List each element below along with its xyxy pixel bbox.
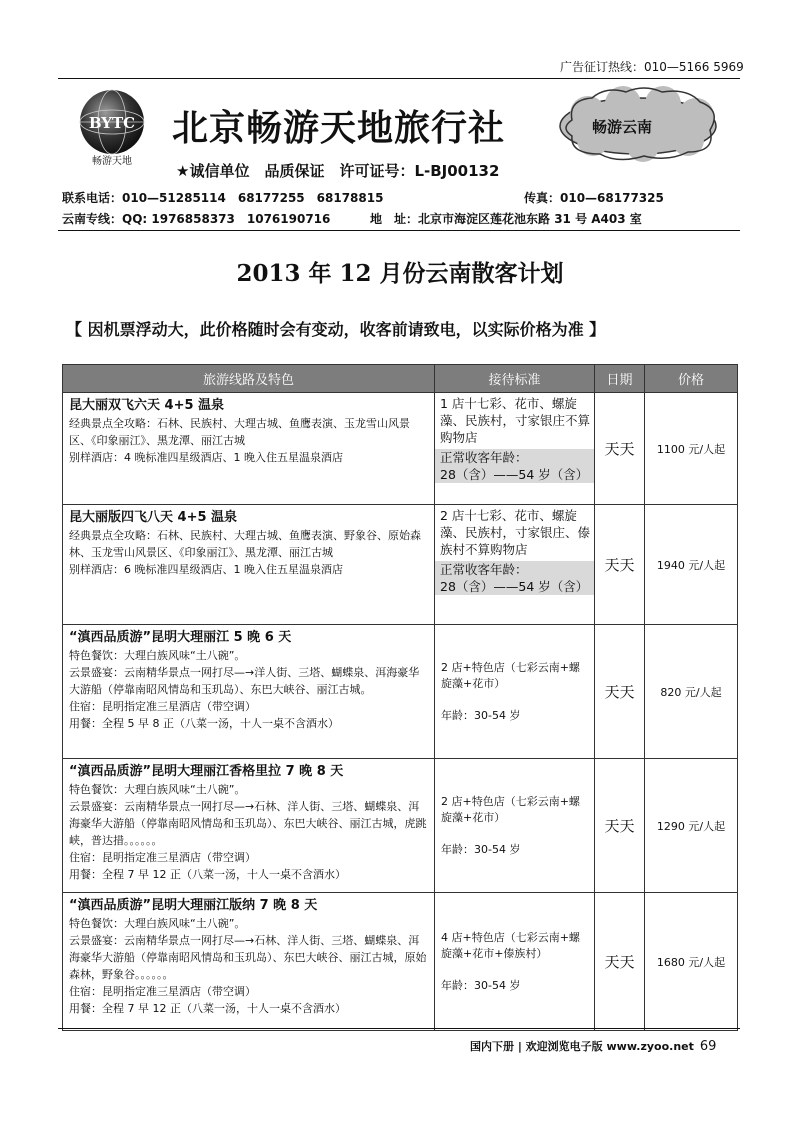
footer-text: 国内下册 | 欢迎浏览电子版 www.zyoo.net	[470, 1040, 694, 1053]
contact-phone: 联系电话：010—51285114 68177255 68178815	[62, 191, 384, 205]
age-label: 正常收客年龄：	[435, 449, 594, 466]
standard-text: 1 店十七彩、花市、螺旋藻、民族村，寸家银庄不算购物店	[440, 396, 591, 445]
standard-text: 2 店+特色店（七彩云南+螺旋藻+花市）	[441, 794, 580, 824]
route-detail: 特色餐饮：大理白族风味“土八碗”。	[69, 917, 246, 930]
route-detail: 特色餐饮：大理白族风味“土八碗”。	[69, 649, 246, 662]
globe-logo-icon	[64, 86, 160, 166]
price-cell: 1940 元/人起	[645, 505, 738, 625]
standard-cell	[435, 625, 595, 759]
age-range: 28（含）——54 岁（含）	[435, 578, 594, 595]
ad-hotline: 广告征订热线：010—5166 5969	[560, 60, 744, 74]
age-text: 年龄：30-54 岁	[441, 978, 521, 992]
address-text: 北京市海淀区莲花池东路 31 号 A403 室	[418, 212, 642, 226]
col-date-header: 日期	[595, 365, 645, 393]
standard-cell	[435, 893, 595, 1031]
logo-text: BYTC	[88, 114, 136, 132]
route-detail: 住宿：昆明指定准三星酒店（带空调）	[69, 851, 256, 864]
page-title: 2013 年 12 月份云南散客计划	[236, 260, 564, 287]
age-range: 28（含）——54 岁（含）	[435, 466, 594, 483]
route-cell	[63, 625, 435, 759]
page-number: 69	[699, 1039, 717, 1054]
route-cell	[63, 393, 435, 505]
route-cell	[63, 505, 435, 625]
route-name: “滇西品质游”昆明大理丽江 5 晚 6 天	[69, 630, 292, 645]
route-name: “滇西品质游”昆明大理丽江版纳 7 晚 8 天	[69, 898, 318, 913]
price-cell: 1100 元/人起	[645, 393, 738, 505]
company-name: 北京畅游天地旅行社	[172, 107, 506, 149]
route-detail: 用餐：全程 7 早 12 正（八菜一汤，十人一桌不含酒水）	[69, 1002, 346, 1015]
price-notice: 【 因机票浮动大，此价格随时会有变动，收客前请致电，以实际价格为准 】	[66, 320, 606, 339]
route-detail: 用餐：全程 5 早 8 正（八菜一汤，十人一桌不含酒水）	[69, 717, 339, 730]
col-standard-header: 接待标准	[435, 365, 595, 393]
standard-text: 2 店十七彩、花市、螺旋藻、民族村，寸家银庄、傣族村不算购物店	[440, 508, 591, 557]
address	[370, 210, 642, 227]
route-detail: 云景盛宴：云南精华景点一网打尽—→洋人街、三塔、蝴蝶泉、洱海豪华大游船（停靠南昭风情岛和玉玑岛）、东巴大峡谷、丽江古城。	[69, 666, 420, 696]
route-detail: 别样酒店：4 晚标准四星级酒店、1 晚入住五星温泉酒店	[69, 451, 343, 464]
route-detail: 别样酒店：6 晚标准四星级酒店、1 晚入住五星温泉酒店	[69, 563, 343, 576]
age-text: 年龄：30-54 岁	[441, 708, 521, 722]
price-cell: 1680 元/人起	[645, 893, 738, 1031]
route-detail: 住宿：昆明指定准三星酒店（带空调）	[69, 700, 256, 713]
table-header-row	[63, 365, 738, 393]
table-row	[63, 759, 738, 893]
date-cell: 天天	[595, 625, 645, 759]
date-cell: 天天	[595, 893, 645, 1031]
table-row	[63, 505, 738, 625]
route-detail: 经典景点全攻略：石林、民族村、大理古城、鱼鹰表演、玉龙雪山风景区、《印象丽江》、黑龙潭、丽江古城	[69, 417, 410, 447]
date-cell: 天天	[595, 393, 645, 505]
contact-fax: 传真：010—68177325	[524, 191, 664, 205]
date-cell: 天天	[595, 759, 645, 893]
cloud-text: 畅游云南	[592, 118, 653, 136]
table-row	[63, 625, 738, 759]
date-cell: 天天	[595, 505, 645, 625]
price-cell: 820 元/人起	[645, 625, 738, 759]
route-detail: 云景盛宴：云南精华景点一网打尽—→石林、洋人街、三塔、蝴蝶泉、洱海豪华大游船（停靠南昭风情岛和玉玑岛）、东巴大峡谷、丽江古城，虎跳峡，普达措。。。。。。	[69, 800, 427, 847]
standard-cell	[435, 759, 595, 893]
top-divider	[58, 78, 740, 79]
col-route-header: 旅游线路及特色	[63, 365, 435, 393]
col-price-header: 价格	[645, 365, 738, 393]
route-name: “滇西品质游”昆明大理丽江香格里拉 7 晚 8 天	[69, 764, 344, 779]
age-text: 年龄：30-54 岁	[441, 842, 521, 856]
price-cell: 1290 元/人起	[645, 759, 738, 893]
route-detail: 云景盛宴：云南精华景点一网打尽—→石林、洋人街、三塔、蝴蝶泉、洱海豪华大游船（停靠南昭风情岛和玉玑岛）、东巴大峡谷、丽江古城，原始森林，野象谷。。。。。。	[69, 934, 427, 981]
standard-cell	[435, 393, 595, 505]
certification-line: ★诚信单位 品质保证 许可证号：L-BJ00132	[176, 162, 500, 180]
table-row	[63, 393, 738, 505]
logo-subtitle: 畅游天地	[92, 156, 132, 166]
footer	[470, 1038, 716, 1054]
route-cell	[63, 893, 435, 1031]
route-name: 昆大丽双飞六天 4+5 温泉	[69, 398, 225, 413]
route-detail: 经典景点全攻略：石林、民族村、大理古城、鱼鹰表演、野象谷、原始森林、玉龙雪山风景区、《印象丽江》、黑龙潭、丽江古城	[69, 529, 421, 559]
standard-cell	[435, 505, 595, 625]
address-label: 地 址：	[370, 212, 419, 226]
standard-text: 2 店+特色店（七彩云南+螺旋藻+花市）	[441, 660, 580, 690]
table-row	[63, 893, 738, 1031]
standard-text: 4 店+特色店（七彩云南+螺旋藻+花市+傣族村）	[441, 930, 580, 960]
header-divider	[58, 230, 740, 231]
age-label: 正常收客年龄：	[435, 561, 594, 578]
route-cell	[63, 759, 435, 893]
route-detail: 特色餐饮：大理白族风味“土八碗”。	[69, 783, 246, 796]
route-name: 昆大丽版四飞八天 4+5 温泉	[69, 510, 238, 525]
yunnan-hotline: 云南专线：QQ: 1976858373 1076190716	[62, 212, 331, 226]
footer-divider	[58, 1028, 740, 1029]
route-detail: 住宿：昆明指定准三星酒店（带空调）	[69, 985, 256, 998]
tour-plan-table	[62, 364, 738, 1031]
route-detail: 用餐：全程 7 早 12 正（八菜一汤，十人一桌不含酒水）	[69, 868, 346, 881]
